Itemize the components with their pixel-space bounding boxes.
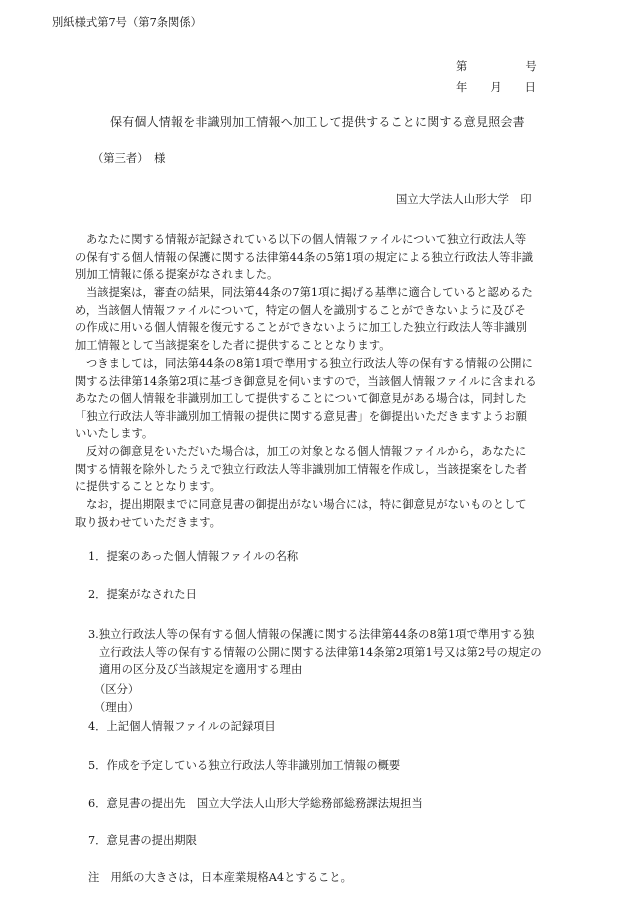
paragraph-1 (75, 231, 555, 284)
item-3-line: 3.独立行政法人等の保有する個人情報の保護に関する法律第44条の8第1項で準用する独 (88, 628, 535, 641)
paragraph-line: 関する法律第14条第2項に基づき御意見を伺いますので，当該個人情報ファイルに含まれる (75, 374, 537, 388)
paragraph-line: の保有する個人情報の保護に関する法律第44条の5第1項の規定による独立行政法人等非識 (75, 250, 534, 264)
number-prefix: 第 (456, 60, 468, 73)
paragraph-line: つきましては，同法第44条の8第1項で準用する独立行政法人等の保有する情報の公開に (86, 357, 533, 370)
date-day: 日 (524, 81, 536, 94)
form-label: 別紙様式第7号（第7条関係） (52, 16, 202, 29)
addressee: （第三者） 様 (92, 152, 166, 165)
document-number (456, 58, 537, 74)
item-4: 4．上記個人情報ファイルの記録項目 (88, 720, 276, 733)
paragraph-line: あなたに関する情報が記録されている以下の個人情報ファイルについて独立行政法人等 (86, 233, 527, 246)
item-3 (88, 626, 558, 679)
item-2: 2．提案がなされた日 (88, 588, 197, 601)
number-suffix: 号 (525, 60, 537, 73)
document-date (456, 79, 536, 95)
sender: 国立大学法人山形大学 印 (396, 193, 532, 206)
paragraph-line: 反対の御意見をいただいた場合は，加工の対象となる個人情報ファイルから，あなたに (86, 445, 527, 458)
paragraph-line: 関する情報を除外したうえで独立行政法人等非識別加工情報を作成し，当該提案をした者 (75, 462, 527, 476)
item-3-reason-label: （理由） (94, 701, 140, 714)
paragraph-line: に提供することとなります。 (75, 480, 221, 494)
paragraph-line: 別加工情報に係る提案がなされました。 (75, 268, 279, 282)
date-month: 月 (490, 81, 502, 94)
item-6: 6．意見書の提出先 国立大学法人山形大学総務部総務課法規担当 (88, 797, 423, 810)
item-7: 7．意見書の提出期限 (88, 834, 197, 847)
paragraph-line: 加工情報として当該提案をした者に提供することとなります。 (75, 338, 391, 352)
paragraph-line: 「独立行政法人等非識別加工情報の提供に関する意見書」を御提出いただきますようお願 (75, 409, 527, 423)
paragraph-line: なお，提出期限までに同意見書の御提出がない場合には，特に御意見がないものとして (86, 498, 527, 511)
document-title: 保有個人情報を非識別加工情報へ加工して提供することに関する意見照会書 (110, 115, 525, 129)
paragraph-line: の作成に用いる個人情報を復元することができないように加工した独立行政法人等非識別 (75, 321, 527, 335)
paragraph-line: 当該提案は，審査の結果，同法第44条の7第1項に掲げる基準に適合していると認めるた (86, 286, 533, 299)
item-1: 1．提案のあった個人情報ファイルの名称 (88, 550, 299, 563)
item-3-line: 立行政法人等の保有する情報の公開に関する法律第14条第2項第1号又は第2号の規定の (99, 645, 542, 659)
paragraph-2 (75, 284, 555, 354)
paragraph-4 (75, 443, 555, 496)
item-3-category-label: （区分） (94, 683, 140, 696)
paragraph-line: め，当該個人情報ファイルについて，特定の個人を識別することができないように及びそ (75, 303, 526, 317)
item-3-line: 適用の区分及び当該規定を適用する理由 (99, 663, 303, 677)
paragraph-line: 取り扱わせていただきます。 (75, 515, 221, 529)
footnote: 注 用紙の大きさは，日本産業規格A4とすること。 (88, 871, 352, 884)
paragraph-line: いいたします。 (75, 427, 154, 441)
paragraph-5 (75, 496, 555, 531)
item-5: 5．作成を予定している独立行政法人等非識別加工情報の概要 (88, 759, 401, 772)
paragraph-line: あなたの個人情報を非識別加工して提供することについて御意見がある場合は，同封した (75, 392, 527, 406)
date-year: 年 (456, 81, 468, 94)
paragraph-3 (75, 355, 555, 443)
